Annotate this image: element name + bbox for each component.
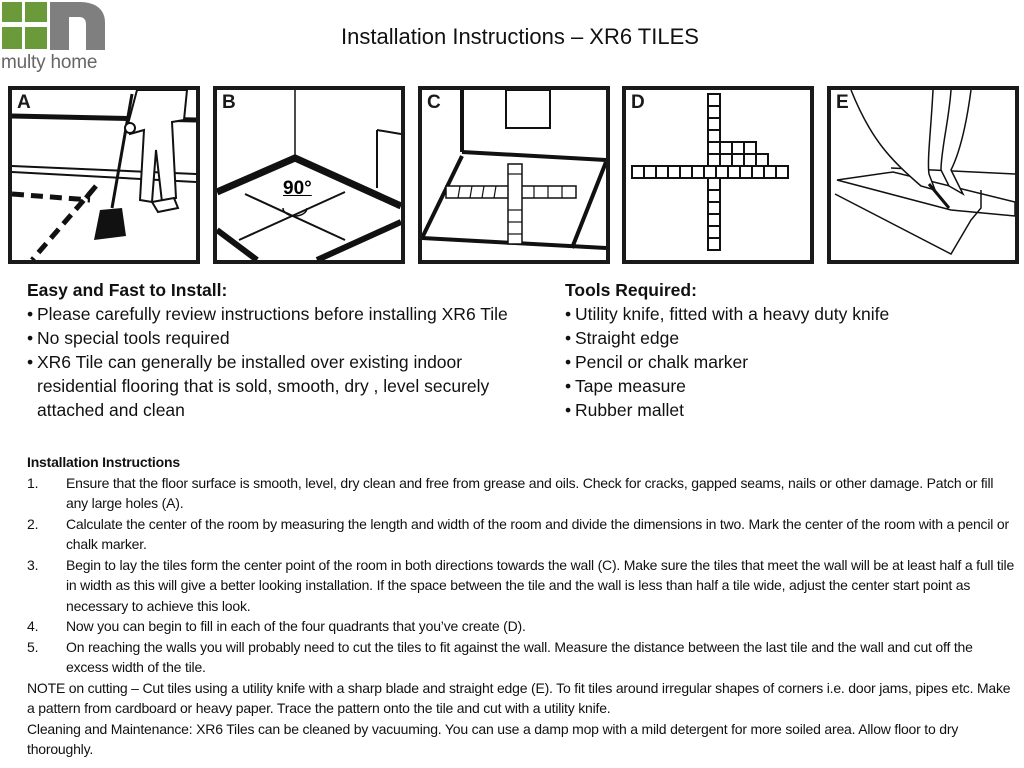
tile-square: [708, 130, 720, 142]
step-item: 4. Now you can begin to fill in each of the four quadrants that you’ve create (D).: [27, 618, 526, 634]
list-item: • No special tools required: [27, 326, 547, 350]
tile-square: [732, 142, 744, 154]
tile-square: [704, 166, 716, 178]
cutting-illustration: [831, 90, 1015, 260]
tile-square: [744, 154, 756, 166]
panel-b: [213, 86, 405, 264]
tile-square: [744, 142, 756, 154]
step-item: 2. Calculate the center of the room by measuring the length and width of the room and divide the dimensions in two. Mark the center of the room with a pencil or chalk marker.: [27, 515, 1009, 552]
panel-c: [418, 86, 610, 264]
tile-square: [708, 178, 720, 190]
logo-square: [2, 2, 22, 22]
tile-square: [740, 166, 752, 178]
tile-square: [752, 166, 764, 178]
page-title: Installation Instructions – XR6 TILES: [341, 24, 699, 49]
tile-square: [680, 166, 692, 178]
tile-square: [764, 166, 776, 178]
tile-square: [668, 166, 680, 178]
section-heading: Tools Required:: [565, 280, 697, 300]
easy-install-section: [27, 278, 547, 422]
tile-square: [644, 166, 656, 178]
center-lay-illustration: [422, 90, 606, 260]
section-heading: Easy and Fast to Install:: [27, 280, 228, 300]
tools-list: [565, 302, 1005, 422]
tile-square: [728, 166, 740, 178]
panel-label: D: [631, 92, 645, 113]
angle-label: 90°: [283, 178, 312, 199]
panel-e: [827, 86, 1019, 264]
list-item: • Please carefully review instructions before installing XR6 Tile: [27, 302, 547, 326]
tile-square: [708, 190, 720, 202]
cutting-note: NOTE on cutting – Cut tiles using a utility knife with a sharp blade and straight edge (E). To fit tiles around irregular shapes of corners i.e. door jams, pipes etc. Make a pattern from cardboard or heavy paper. Trace the pattern onto the tile and cut with a utility knife.: [27, 679, 1011, 716]
list-item: • Pencil or chalk marker: [565, 350, 1005, 374]
list-item: • Straight edge: [565, 326, 1005, 350]
panel-label: C: [427, 92, 441, 113]
tile-square: [708, 238, 720, 250]
panel-a: [8, 86, 200, 264]
illustration-strip: [8, 86, 1018, 266]
right-angle-illustration: [217, 90, 401, 260]
tile-square: [656, 166, 668, 178]
tile-square: [708, 202, 720, 214]
quadrant-fill-illustration: [626, 90, 810, 260]
logo-square: [25, 2, 47, 22]
step-item: 1. Ensure that the floor surface is smooth, level, dry clean and free from grease and oils. Check for cracks, gapped seams, nails or other damage. Patch or fill any large holes (A).: [27, 474, 994, 511]
list-item: • Rubber mallet: [565, 398, 1005, 422]
tile-square: [776, 166, 788, 178]
tile-square: [756, 154, 768, 166]
tile-square: [720, 142, 732, 154]
tile-square: [708, 94, 720, 106]
tile-square: [708, 214, 720, 226]
brand-name: multy home: [1, 52, 98, 73]
installation-instructions: [27, 452, 1017, 760]
tile-square: [732, 154, 744, 166]
list-item: • Utility knife, fitted with a heavy duty knife: [565, 302, 1005, 326]
cleaning-note: Cleaning and Maintenance: XR6 Tiles can be cleaned by vacuuming. You can use a damp mop with a mild detergent for more soiled area. Allow floor to dry thoroughly.: [27, 720, 959, 757]
step-item: 3. Begin to lay the tiles form the center point of the room in both directions towards the wall (C). Make sure the tiles that meet the wall will be at least half a full tile in width as this will give a better looking installation. If the space between the tile and the wall is less than half a tile wide, adjust the center start point as necessary to achieve this look.: [27, 556, 1015, 614]
tile-square: [720, 154, 732, 166]
tile-square: [632, 166, 644, 178]
sweeping-illustration: [12, 90, 196, 260]
tile-square: [692, 166, 704, 178]
tile-square: [708, 142, 720, 154]
instructions-heading: Installation Instructions: [27, 454, 180, 470]
tile-square: [708, 106, 720, 118]
tools-section: [565, 278, 1005, 422]
tile-square: [716, 166, 728, 178]
panel-label: A: [17, 92, 31, 113]
tile-square: [708, 154, 720, 166]
tile-square: [708, 118, 720, 130]
panel-label: B: [222, 92, 236, 113]
panel-label: E: [836, 92, 849, 113]
steps-list: [27, 473, 1017, 678]
list-item: • XR6 Tile can generally be installed over existing indoor residential flooring that is sold, smooth, dry , level securely attached and clean: [27, 350, 497, 422]
step-item: 5. On reaching the walls you will probably need to cut the tiles to fit against the wall. Measure the distance between the last tile and the wall and cut off the excess width of the tile.: [27, 638, 973, 675]
panel-d: [622, 86, 814, 264]
list-item: • Tape measure: [565, 374, 1005, 398]
easy-install-list: [27, 302, 547, 422]
tile-square: [708, 226, 720, 238]
